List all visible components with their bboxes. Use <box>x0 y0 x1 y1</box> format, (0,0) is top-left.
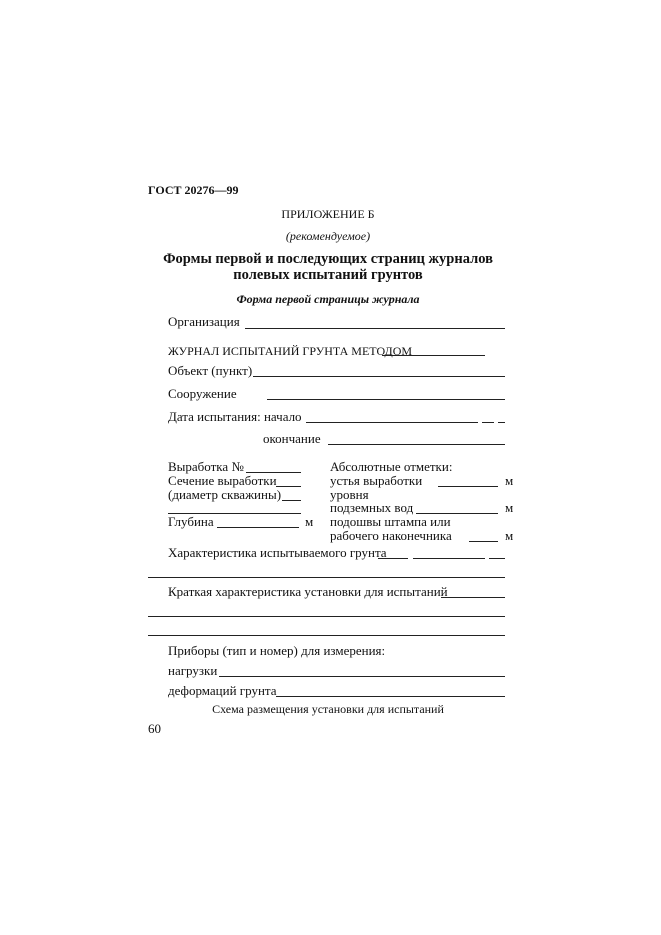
installation-brief-field[interactable] <box>441 597 505 598</box>
page-number: 60 <box>148 721 161 736</box>
object-label: Объект (пункт) <box>168 363 253 378</box>
depth-label: Глубина <box>168 514 214 529</box>
test-date-start-field[interactable] <box>306 422 478 423</box>
appendix-label: ПРИЛОЖЕНИЕ Б <box>281 207 375 221</box>
organization-label: Организация <box>168 314 240 329</box>
standard-header: ГОСТ 20276—99 <box>148 183 239 197</box>
method-field[interactable] <box>382 355 485 356</box>
borehole-diameter-label: (диаметр скважины) <box>168 487 282 502</box>
borehole-diameter-field[interactable] <box>282 500 301 501</box>
groundwater-label: подземных вод <box>330 500 414 515</box>
depth-field[interactable] <box>217 527 299 528</box>
soil-deformations-field[interactable] <box>276 696 505 697</box>
level-label: уровня <box>330 487 369 502</box>
structure-label: Сооружение <box>168 386 237 401</box>
test-date-start-field-2[interactable] <box>482 422 494 423</box>
form-subtitle: Форма первой страницы журнала <box>236 292 420 306</box>
loads-label: нагрузки <box>168 663 218 678</box>
structure-field[interactable] <box>267 399 505 400</box>
mouth-label: устья выработки <box>330 473 423 488</box>
installation-brief-label: Краткая характеристика установки для испытаний <box>168 584 448 599</box>
installation-brief-line-2[interactable] <box>148 616 505 617</box>
object-field[interactable] <box>253 376 505 377</box>
layout-scheme-caption: Схема размещения установки для испытаний <box>212 702 444 716</box>
appendix-status: (рекомендуемое) <box>285 229 371 243</box>
soil-characteristic-label: Характеристика испытываемого грунта <box>168 545 387 560</box>
soil-characteristic-field-3[interactable] <box>489 558 505 559</box>
working-tip-field[interactable] <box>469 541 498 542</box>
groundwater-unit: м <box>505 500 514 515</box>
test-date-start-field-3[interactable] <box>498 422 505 423</box>
stamp-bottom-label: подошвы штампа или <box>330 514 451 529</box>
test-date-end-field[interactable] <box>328 444 505 445</box>
abs-marks-label: Абсолютные отметки: <box>330 459 453 474</box>
soil-characteristic-field[interactable] <box>378 558 408 559</box>
soil-characteristic-field-2[interactable] <box>413 558 485 559</box>
mouth-unit: м <box>505 473 514 488</box>
soil-deformations-label: деформаций грунта <box>168 683 277 698</box>
test-date-end-label: окончание <box>263 431 321 446</box>
loads-field[interactable] <box>219 676 505 677</box>
title-line-1: Формы первой и последующих страниц журналов <box>163 251 493 267</box>
test-date-start-label: Дата испытания: начало <box>168 409 302 424</box>
excavation-section-label: Сечение выработки <box>168 473 277 488</box>
instruments-label: Приборы (тип и номер) для измерения: <box>168 643 386 658</box>
depth-unit: м <box>305 514 314 529</box>
organization-field[interactable] <box>245 328 505 329</box>
working-tip-unit: м <box>505 528 514 543</box>
mouth-field[interactable] <box>438 486 498 487</box>
installation-brief-line-3[interactable] <box>148 635 505 636</box>
excavation-no-label: Выработка № <box>168 459 244 474</box>
soil-characteristic-line-2[interactable] <box>148 577 505 578</box>
journal-label: ЖУРНАЛ ИСПЫТАНИЙ ГРУНТА МЕТОДОМ <box>168 344 413 358</box>
working-tip-label: рабочего наконечника <box>330 528 452 543</box>
title-line-2: полевых испытаний грунтов <box>233 267 423 283</box>
